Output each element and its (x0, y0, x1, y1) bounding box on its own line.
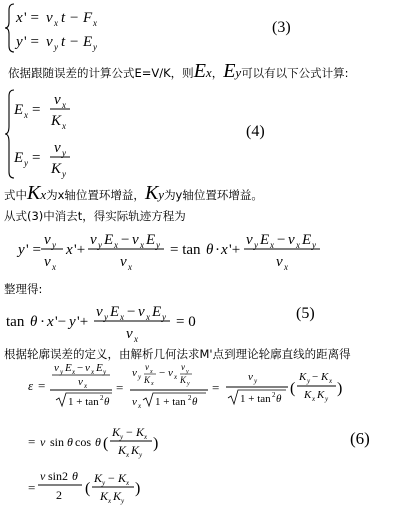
svg-text:ε: ε (28, 378, 34, 393)
svg-text:=: = (28, 480, 36, 495)
svg-text:2: 2 (188, 394, 192, 402)
svg-text:'+: '+ (229, 242, 241, 258)
svg-text:·: · (40, 314, 45, 330)
svg-text:−: − (108, 471, 115, 485)
svg-text:=: = (38, 378, 46, 393)
symbol-ex: Ex (193, 60, 212, 82)
svg-text:): ) (153, 435, 159, 452)
svg-text:v: v (85, 362, 90, 374)
svg-text:E: E (83, 34, 93, 50)
svg-text:E: E (110, 304, 120, 320)
svg-text:K: K (304, 389, 312, 401)
svg-text:K: K (317, 389, 325, 401)
svg-text:v: v (168, 367, 173, 379)
equation-6 (0, 362, 405, 508)
symbol-ky: Ky (144, 182, 165, 204)
svg-text:v: v (120, 254, 127, 270)
svg-text:x: x (120, 312, 124, 322)
svg-text:y: y (162, 312, 166, 322)
svg-text:v: v (181, 362, 185, 372)
svg-text:t: t (61, 34, 66, 50)
svg-text:y: y (60, 368, 64, 376)
text2-p1: 式中 (4, 188, 27, 202)
svg-text:E: E (152, 304, 162, 320)
svg-text:E: E (302, 232, 312, 248)
svg-text:v: v (276, 254, 283, 270)
svg-text:1 + tan: 1 + tan (68, 396, 99, 408)
svg-text:x: x (62, 121, 66, 131)
svg-text:x: x (126, 451, 130, 459)
svg-text:2: 2 (56, 488, 62, 502)
svg-text:x: x (329, 377, 333, 385)
svg-text:y: y (254, 240, 258, 250)
svg-text:'+: '+ (77, 314, 89, 330)
eq6-line2 (28, 425, 158, 459)
svg-text:E: E (146, 232, 156, 248)
svg-text:K: K (144, 375, 151, 385)
svg-text:x: x (72, 368, 76, 376)
svg-text:=: = (32, 150, 41, 166)
svg-text:x: x (144, 433, 148, 441)
text1-suffix: 可以有以下公式计算: (241, 66, 349, 80)
svg-text:x: x (62, 100, 66, 110)
svg-text:y: y (120, 433, 124, 441)
svg-text:·: · (215, 242, 220, 258)
svg-text:=: = (32, 102, 41, 118)
svg-text:(: ( (103, 435, 109, 452)
svg-text:(: ( (85, 480, 91, 497)
equation-trajectory (0, 222, 405, 278)
svg-text:' =: ' = (24, 10, 39, 26)
svg-text:y: y (104, 312, 108, 322)
svg-text:−: − (121, 232, 130, 248)
svg-text:x: x (66, 242, 73, 258)
svg-text:x: x (284, 262, 288, 272)
svg-text:y: y (254, 377, 258, 385)
svg-text:y: y (16, 34, 23, 50)
svg-text:x: x (221, 242, 228, 258)
eq5-number: (5) (296, 305, 315, 322)
svg-text:2: 2 (272, 391, 276, 399)
svg-text:v: v (40, 435, 46, 449)
svg-text:y: y (139, 451, 143, 459)
svg-text:y: y (138, 373, 142, 381)
equation-3 (0, 0, 405, 62)
svg-text:v: v (54, 92, 61, 108)
svg-text:x: x (108, 497, 112, 505)
svg-text:v: v (132, 396, 137, 408)
svg-text:y: y (186, 369, 189, 375)
svg-text:'−: '− (55, 314, 67, 330)
svg-text:θ: θ (276, 393, 282, 405)
svg-text:x: x (54, 18, 58, 28)
svg-text:x: x (47, 314, 54, 330)
svg-text:θ: θ (206, 242, 214, 258)
svg-text:E: E (14, 102, 24, 118)
svg-text:y: y (52, 240, 56, 250)
svg-text:1 + tan: 1 + tan (155, 396, 186, 408)
svg-text:y: y (325, 395, 329, 403)
svg-text:v: v (90, 232, 97, 248)
svg-text:K: K (112, 425, 121, 439)
svg-text:): ) (337, 380, 343, 397)
svg-text:sin2: sin2 (48, 469, 69, 483)
svg-text:y: y (103, 368, 107, 376)
svg-text:y: y (62, 148, 66, 158)
eq4-line1 (13, 92, 70, 131)
text-line-3: 从式(3)中消去t，得实际轨迹方程为 (4, 209, 186, 223)
svg-text:K: K (180, 375, 187, 385)
svg-text:E: E (260, 232, 270, 248)
text-line-4: 整理得: (4, 282, 43, 296)
svg-text:v: v (132, 367, 137, 379)
svg-text:x: x (151, 381, 154, 387)
svg-text:v: v (138, 304, 145, 320)
brace-4 (5, 90, 14, 178)
svg-text:x: x (312, 395, 316, 403)
svg-text:x: x (128, 262, 132, 272)
svg-text:θ: θ (30, 314, 38, 330)
svg-text:x: x (114, 240, 118, 250)
svg-text:y: y (93, 42, 97, 52)
svg-text:E: E (104, 232, 114, 248)
svg-text:v: v (126, 326, 133, 342)
svg-text:F: F (83, 10, 93, 26)
svg-text:=: = (28, 434, 36, 449)
text-line-5: 根据轮廓误差的定义，由解析几何法求M'点到理论轮廓直线的距离得 (4, 347, 351, 361)
svg-text:K: K (118, 471, 127, 485)
svg-text:v: v (96, 304, 103, 320)
svg-text:v: v (288, 232, 295, 248)
svg-text:' =: ' = (24, 34, 39, 50)
svg-text:v: v (44, 232, 51, 248)
svg-text:'+: '+ (74, 242, 86, 258)
eq3-number: (3) (272, 19, 291, 36)
svg-text:v: v (46, 34, 53, 50)
svg-text:y: y (187, 381, 190, 387)
svg-text:v: v (132, 232, 139, 248)
svg-text:x: x (296, 240, 300, 250)
svg-text:y: y (307, 377, 311, 385)
svg-text:−: − (77, 362, 84, 374)
svg-text:=: = (212, 380, 220, 395)
text2-p2: 为x轴位置环增益， (46, 188, 145, 202)
svg-text:x: x (91, 368, 95, 376)
svg-text:v: v (246, 232, 253, 248)
svg-text:y: y (62, 169, 66, 179)
svg-text:sin: sin (50, 435, 65, 449)
svg-text:x: x (52, 262, 56, 272)
svg-text:v: v (145, 362, 149, 372)
svg-text:v: v (248, 371, 253, 383)
svg-text:y: y (312, 240, 316, 250)
svg-text:1 + tan: 1 + tan (240, 393, 271, 405)
svg-text:E: E (14, 150, 24, 166)
svg-text:−: − (126, 425, 133, 439)
svg-text:K: K (299, 371, 307, 383)
svg-text:cos: cos (75, 435, 91, 449)
eq6-line1 (28, 362, 342, 410)
brace-3 (5, 4, 14, 52)
svg-text:E: E (96, 362, 103, 374)
svg-text:x: x (16, 10, 23, 26)
svg-text:y: y (102, 479, 106, 487)
svg-text:x: x (138, 402, 142, 410)
text1-sep: ， (211, 66, 224, 80)
svg-text:x: x (150, 369, 153, 375)
svg-text:θ: θ (72, 469, 78, 483)
svg-text:−: − (277, 232, 286, 248)
svg-text:x: x (84, 382, 88, 390)
svg-text:K: K (136, 425, 145, 439)
text-line-2 (4, 180, 263, 206)
svg-text:v: v (54, 362, 59, 374)
svg-text:v: v (54, 140, 61, 156)
symbol-ey: Ey (223, 60, 242, 82)
svg-text:x: x (134, 334, 138, 344)
svg-text:K: K (131, 443, 140, 457)
svg-text:x: x (126, 479, 130, 487)
svg-text:K: K (321, 371, 329, 383)
svg-text:K: K (118, 443, 127, 457)
svg-text:v: v (46, 10, 53, 26)
svg-text:= tan: = tan (170, 242, 201, 258)
text-line-1 (8, 58, 349, 84)
svg-text:): ) (135, 480, 141, 497)
svg-text:=: = (116, 380, 124, 395)
symbol-kx: Kx (27, 182, 47, 204)
eq4-line2 (13, 140, 70, 179)
svg-text:E: E (65, 362, 72, 374)
eq3-line1 (15, 10, 97, 28)
svg-text:x: x (93, 18, 97, 28)
svg-text:−: − (70, 34, 79, 50)
svg-text:y: y (98, 240, 102, 250)
svg-text:' =: ' = (26, 242, 41, 258)
eq4-number: (4) (246, 123, 265, 140)
svg-text:v: v (44, 254, 51, 270)
svg-text:K: K (100, 489, 109, 503)
svg-text:K: K (51, 161, 62, 177)
svg-text:t: t (61, 10, 66, 26)
svg-text:2: 2 (100, 394, 104, 402)
svg-text:θ: θ (67, 435, 73, 449)
svg-text:θ: θ (95, 435, 101, 449)
svg-text:θ: θ (104, 396, 110, 408)
eq6-line3 (28, 469, 140, 505)
svg-text:x: x (24, 110, 28, 120)
svg-text:−: − (127, 304, 136, 320)
svg-text:K: K (94, 471, 103, 485)
eq3-line2 (14, 34, 97, 52)
eq6-number: (6) (350, 429, 370, 448)
svg-text:−: − (70, 10, 79, 26)
svg-text:y: y (69, 314, 76, 330)
svg-text:K: K (51, 113, 62, 129)
svg-text:v: v (40, 469, 46, 483)
svg-text:y: y (24, 158, 28, 168)
svg-text:y: y (121, 497, 125, 505)
text2-p3: 为y轴位置环增益。 (164, 188, 263, 202)
text1-prefix: 依据跟随误差的计算公式E=V/K，则 (8, 66, 194, 80)
svg-text:θ: θ (192, 396, 198, 408)
svg-text:tan: tan (6, 314, 25, 330)
equation-4 (0, 84, 405, 184)
svg-text:−: − (312, 371, 319, 383)
svg-text:y: y (18, 242, 25, 258)
svg-text:x: x (174, 373, 178, 381)
svg-text:x: x (140, 240, 144, 250)
svg-text:K: K (113, 489, 122, 503)
equation-5 (0, 292, 405, 348)
svg-text:= 0: = 0 (176, 314, 196, 330)
svg-text:x: x (270, 240, 274, 250)
svg-text:−: − (159, 367, 166, 379)
svg-text:v: v (78, 376, 83, 388)
svg-text:y: y (54, 42, 58, 52)
svg-text:y: y (156, 240, 160, 250)
svg-text:x: x (146, 312, 150, 322)
svg-text:(: ( (290, 380, 296, 397)
